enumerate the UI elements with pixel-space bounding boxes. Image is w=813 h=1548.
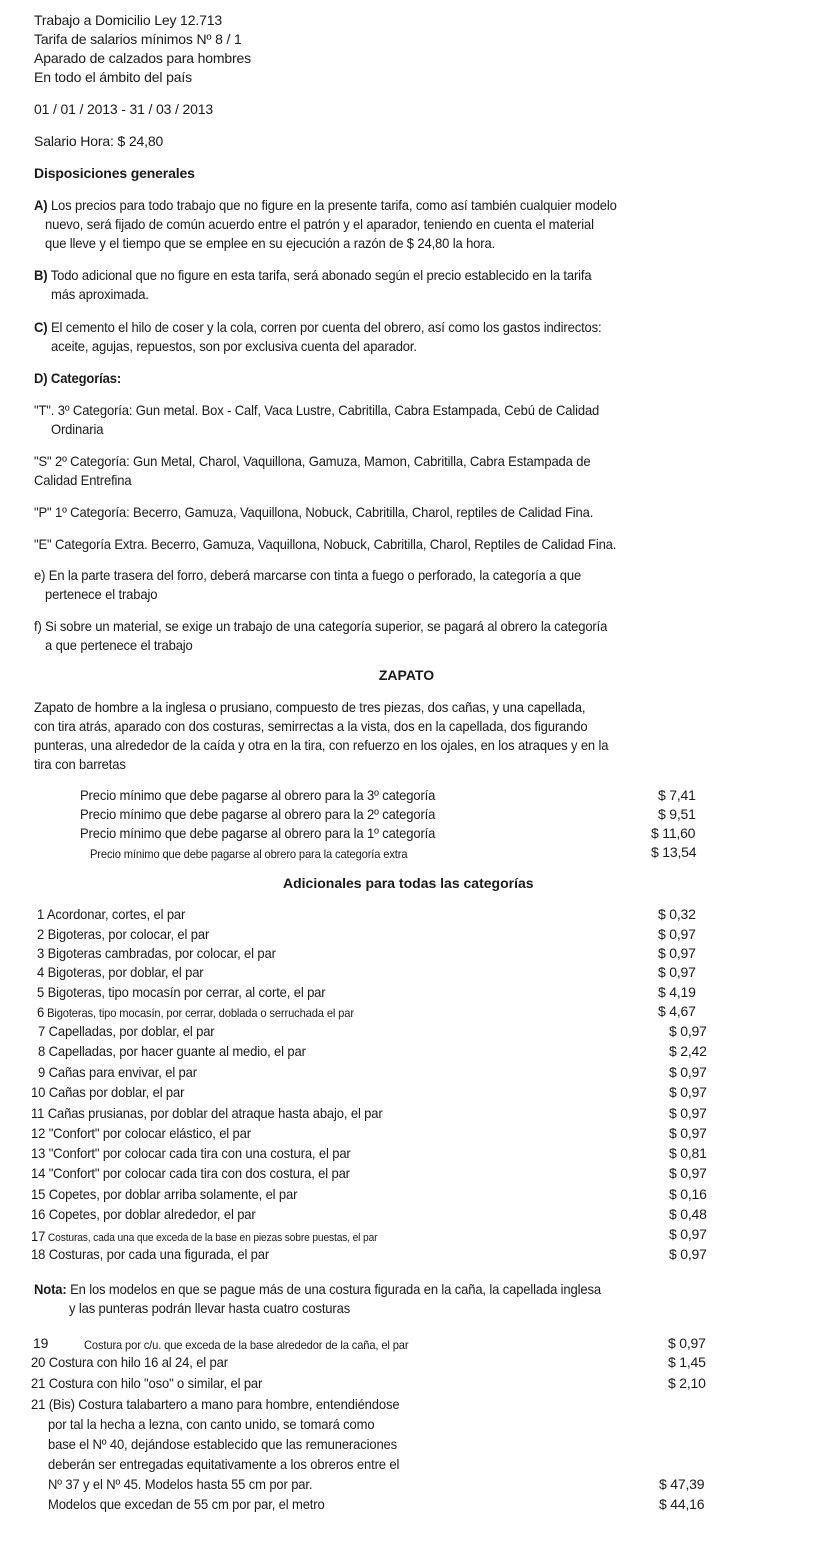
- min-price-1-label: Precio mínimo que debe pagarse al obrero para la 1º categoría: [80, 825, 436, 841]
- additional-price: $ 4,67: [658, 1003, 696, 1019]
- additional-text: Acordonar, cortes, el par: [46, 906, 186, 922]
- item-21-label: Costura con hilo "oso" o similar, el par: [48, 1375, 263, 1391]
- additional-price: $ 0,97: [658, 945, 696, 961]
- additional-price: $ 0,97: [658, 964, 696, 980]
- item-21bis-extra: Modelos que excedan de 55 cm por par, el metro: [48, 1496, 325, 1512]
- additional-label: [37, 1003, 354, 1023]
- clause-e-line2: pertenece el trabajo: [45, 586, 158, 602]
- additional-text: Capelladas, por hacer guante al medio, el par: [48, 1043, 306, 1059]
- header-tariff: Tarifa de salarios mínimos Nº 8 / 1: [34, 31, 242, 47]
- zapato-desc-line4: tira con barretas: [34, 756, 126, 772]
- min-price-2-value: $ 9,51: [658, 806, 696, 822]
- additional-num: 7: [38, 1023, 46, 1039]
- additional-label: [38, 1063, 197, 1082]
- clause-a-text: Los precios para todo trabajo que no figure en la presente tarifa, como así también cualquier modelo: [50, 197, 617, 213]
- item-21-num: 21: [31, 1375, 46, 1391]
- additional-price: $ 0,97: [669, 1064, 707, 1080]
- item-21-price: $ 2,10: [668, 1375, 706, 1391]
- item-21bis-price2: $ 44,16: [659, 1496, 705, 1512]
- clause-b-text: Todo adicional que no figure en esta tarifa, será abonado según el precio establecido en la tarifa: [50, 267, 592, 283]
- additional-price: $ 0,97: [669, 1105, 707, 1121]
- clause-b-line1: [34, 266, 592, 285]
- additional-label: [31, 1083, 184, 1102]
- clause-b-line2: más aproximada.: [51, 286, 149, 302]
- additional-text: Bigoteras, tipo mocasín, por cerrar, doblada o serruchada el par: [47, 1006, 354, 1020]
- additional-label: [37, 925, 209, 944]
- categories-title: D) Categorías:: [34, 370, 122, 386]
- additional-price: $ 0,32: [658, 906, 696, 922]
- additionals-title: Adicionales para todas las categorías: [283, 875, 534, 891]
- additional-text: Costuras, por cada una figurada, el par: [48, 1246, 270, 1262]
- additional-label: [37, 944, 276, 963]
- zapato-title: ZAPATO: [378, 667, 435, 683]
- additional-num: 17: [31, 1228, 46, 1244]
- item-19-price: $ 0,97: [668, 1335, 706, 1351]
- additional-text: "Confort" por colocar elástico, el par: [48, 1125, 251, 1141]
- additional-text: Cañas por doblar, el par: [48, 1084, 185, 1100]
- header-law: Trabajo a Domicilio Ley 12.713: [34, 12, 222, 28]
- item-20: [31, 1353, 228, 1372]
- min-price-3-label: Precio mínimo que debe pagarse al obrero para la 3º categoría: [80, 787, 436, 803]
- additional-price: $ 0,97: [669, 1165, 707, 1181]
- min-price-extra-value: $ 13,54: [651, 844, 697, 860]
- clause-f-line1: f) Si sobre un material, se exige un trabajo de una categoría superior, se pagará al obrero la categoría: [34, 618, 608, 634]
- min-price-extra-label: Precio mínimo que debe pagarse al obrero para la categoría extra: [90, 847, 408, 861]
- item-21bis-line1: [31, 1395, 399, 1414]
- item-21bis-price1: $ 47,39: [659, 1476, 705, 1492]
- additional-text: Cañas para envivar, el par: [48, 1064, 197, 1080]
- additional-num: 5: [37, 984, 45, 1000]
- additional-label: [31, 1245, 269, 1264]
- additional-text: Bigoteras, por doblar, el par: [47, 964, 204, 980]
- zapato-desc-line1: Zapato de hombre a la inglesa o prusiano, compuesto de tres piezas, dos cañas, y una capellada,: [34, 699, 586, 715]
- clause-c-text: El cemento el hilo de coser y la cola, corren por cuenta del obrero, así como los gastos indirectos:: [50, 319, 602, 335]
- item-19-label: Costura por c/u. que exceda de la base alrededor de la caña, el par: [84, 1338, 409, 1352]
- min-price-2-label: Precio mínimo que debe pagarse al obrero para la 2º categoría: [80, 806, 436, 822]
- additional-text: "Confort" por colocar cada tira con una costura, el par: [48, 1145, 351, 1161]
- additional-text: Copetes, por doblar alrededor, el par: [48, 1206, 256, 1222]
- item-21: [31, 1374, 262, 1393]
- clause-a-line2: nuevo, será fijado de común acuerdo entre el patrón y el aparador, teniendo en cuenta el material: [45, 216, 594, 232]
- additional-num: 14: [31, 1165, 46, 1181]
- additional-label: [38, 1042, 306, 1061]
- additional-price: $ 0,97: [669, 1246, 707, 1262]
- item-20-price: $ 1,45: [668, 1354, 706, 1370]
- additional-num: 18: [31, 1246, 46, 1262]
- additional-num: 10: [31, 1084, 46, 1100]
- clause-a-label: A): [34, 197, 48, 213]
- clause-a-line3: que lleve y el tiempo que se emplee en su ejecución a razón de $ 24,80 la hora.: [45, 235, 496, 251]
- additional-text: Bigoteras, por colocar, el par: [47, 926, 210, 942]
- additional-label: [31, 1205, 256, 1224]
- note-line1: [34, 1280, 601, 1299]
- item-20-label: Costura con hilo 16 al 24, el par: [48, 1354, 228, 1370]
- additional-num: 8: [38, 1043, 46, 1059]
- additional-num: 9: [38, 1064, 46, 1080]
- clause-b-label: B): [34, 267, 48, 283]
- category-e-line1: "E" Categoría Extra. Becerro, Gamuza, Vaquillona, Nobuck, Cabritilla, Charol, Reptiles de Calidad Fina.: [34, 536, 617, 552]
- category-t-line1: "T". 3º Categoría: Gun metal. Box - Calf, Vaca Lustre, Cabritilla, Cabra Estampada, Cebú de Calidad: [34, 402, 600, 418]
- additional-num: 16: [31, 1206, 46, 1222]
- additional-price: $ 0,97: [658, 926, 696, 942]
- additional-num: 13: [31, 1145, 46, 1161]
- additional-text: Bigoteras cambradas, por colocar, el par: [47, 945, 276, 961]
- note-label: Nota:: [34, 1281, 67, 1297]
- additional-label: [37, 905, 185, 924]
- additional-label: [31, 1164, 350, 1183]
- zapato-desc-line2: con tira atrás, aparado con dos costuras, semirrectas a la vista, dos en la capellada, dos figurando: [34, 718, 588, 734]
- additional-text: Cañas prusianas, por doblar del atraque hasta abajo, el par: [47, 1105, 383, 1121]
- general-title: Disposiciones generales: [34, 165, 195, 181]
- additional-num: 4: [37, 964, 45, 980]
- additional-label: [31, 1144, 351, 1163]
- header-trade: Aparado de calzados para hombres: [34, 50, 252, 66]
- additional-text: Capelladas, por doblar, el par: [48, 1023, 215, 1039]
- note-text: En los modelos en que se pague más de una costura figurada en la caña, la capellada inglesa: [70, 1281, 601, 1297]
- min-price-1-value: $ 11,60: [651, 825, 696, 841]
- additional-price: $ 4,19: [658, 984, 696, 1000]
- category-s-line2: Calidad Entrefina: [34, 472, 132, 488]
- item-21bis-line4: deberán ser entregadas equitativamente a los obreros entre el: [48, 1456, 400, 1472]
- additional-text: "Confort" por colocar cada tira con dos costura, el par: [48, 1165, 350, 1181]
- additional-num: 2: [37, 926, 45, 942]
- item-19-num: 19: [33, 1335, 49, 1351]
- item-21bis-text: (Bis) Costura talabartero a mano para hombre, entendiéndose: [48, 1396, 400, 1412]
- additional-num: 3: [37, 945, 45, 961]
- category-t-line2: Ordinaria: [51, 421, 104, 437]
- additional-text: Costuras, cada una que exceda de la base en piezas sobre puestas, el par: [47, 1232, 378, 1244]
- additional-num: 12: [31, 1125, 46, 1141]
- zapato-desc-line3: punteras, una alrededor de la caída y otra en la tira, con refuerzo en los ojales, en los atraques y en la: [34, 737, 609, 753]
- category-p-line1: "P" 1º Categoría: Becerro, Gamuza, Vaquillona, Nobuck, Cabritilla, Charol, reptiles de Calidad Fina.: [34, 504, 594, 520]
- additional-num: 1: [37, 906, 45, 922]
- additional-price: $ 0,97: [669, 1226, 707, 1242]
- item-21bis-line2: por tal la hecha a lezna, con canto unido, se tomará como: [48, 1416, 375, 1432]
- category-s-line1: "S" 2º Categoría: Gun Metal, Charol, Vaquillona, Gamuza, Mamon, Cabritilla, Cabra Estampada de: [34, 453, 591, 469]
- additional-label: [38, 1022, 215, 1041]
- additional-num: 15: [31, 1186, 46, 1202]
- clause-c-label: C): [34, 319, 48, 335]
- clause-e-line1: e) En la parte trasera del forro, deberá marcarse con tinta a fuego o perforado, la categoría a que: [34, 567, 582, 583]
- header-scope: En todo el ámbito del país: [34, 69, 192, 85]
- additional-text: Copetes, por doblar arriba solamente, el par: [48, 1186, 298, 1202]
- additional-label: [31, 1124, 251, 1143]
- additional-label: [37, 983, 325, 1002]
- item-20-num: 20: [31, 1354, 46, 1370]
- additional-num: 11: [31, 1105, 45, 1121]
- additional-text: Bigoteras, tipo mocasín por cerrar, al corte, el par: [47, 984, 326, 1000]
- additional-price: $ 0,97: [669, 1125, 707, 1141]
- additional-label: [31, 1185, 297, 1204]
- additional-price: $ 0,81: [669, 1145, 707, 1161]
- item-21bis-line3: base el Nº 40, dejándose establecido que las remuneraciones: [48, 1436, 398, 1452]
- additional-price: $ 0,16: [669, 1186, 707, 1202]
- clause-a-line1: [34, 196, 617, 215]
- additional-price: $ 2,42: [669, 1043, 707, 1059]
- clause-f-line2: a que pertenece el trabajo: [45, 637, 193, 653]
- header-hourly-wage: Salario Hora: $ 24,80: [34, 133, 164, 149]
- min-price-3-value: $ 7,41: [658, 787, 696, 803]
- additional-price: $ 0,97: [669, 1023, 707, 1039]
- header-period: 01 / 01 / 2013 - 31 / 03 / 2013: [34, 101, 214, 117]
- item-21bis-line5: Nº 37 y el Nº 45. Modelos hasta 55 cm por par.: [48, 1476, 313, 1492]
- item-21bis-num: 21: [31, 1396, 46, 1412]
- additional-price: $ 0,48: [669, 1206, 707, 1222]
- note-line2: y las punteras podrán llevar hasta cuatro costuras: [69, 1300, 351, 1316]
- additional-price: $ 0,97: [669, 1084, 707, 1100]
- clause-c-line2: aceite, agujas, repuestos, son por exclusiva cuenta del aparador.: [51, 338, 417, 354]
- clause-c-line1: [34, 318, 602, 337]
- additional-num: 6: [37, 1004, 45, 1020]
- additional-label: [31, 1104, 383, 1123]
- additional-label: [37, 963, 204, 982]
